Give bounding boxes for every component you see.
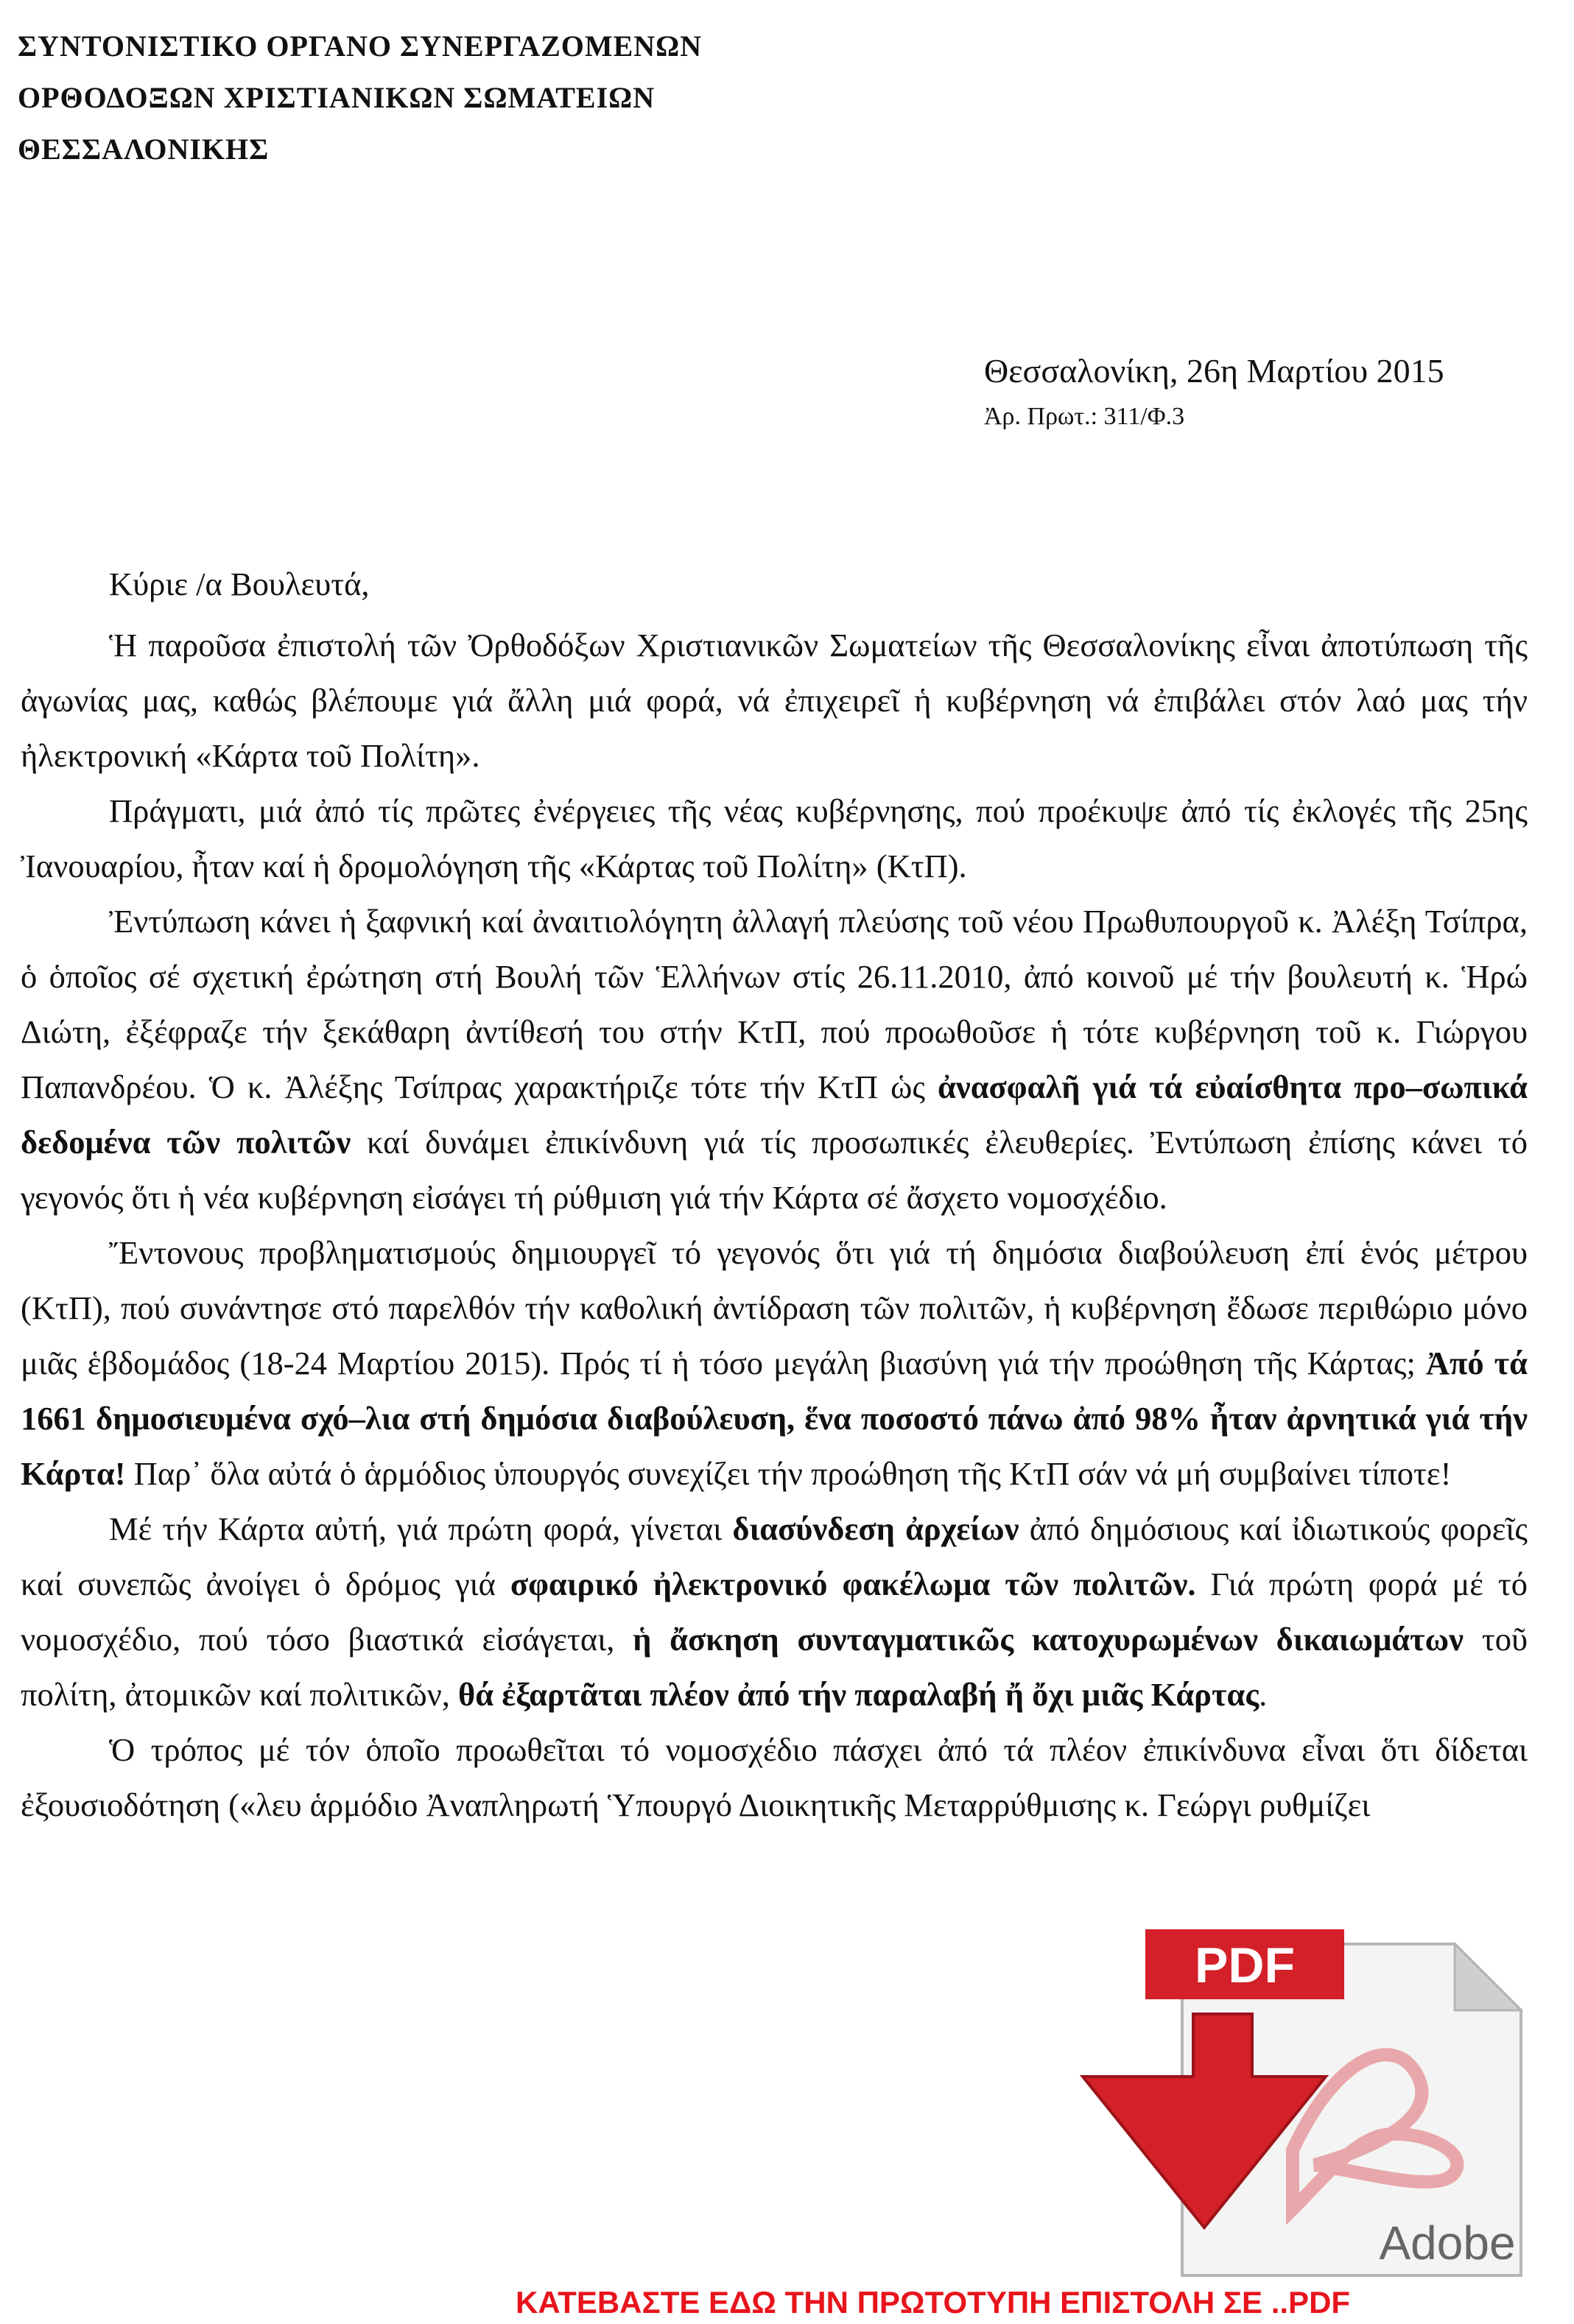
org-name-line-3: ΘΕΣΣΑΛΟΝΙΚΗΣ [18,133,270,166]
letter-body [21,557,1528,1833]
adobe-brand-label: Adobe [1379,2216,1516,2270]
paragraph-5-text-b: ἀπό δημόσιους καί ἰδιωτικούς φορεῖς καί συνεπῶς ἀνοίγει ὁ δρόμος γιά [21,1510,1528,1602]
pdf-badge-graphic [1072,1929,1543,2283]
paragraph-3-emphasis: ἀνασφαλῆ γιά τά εὐαίσθητα προ–σωπικά δεδομένα τῶν πολιτῶν [21,1068,1528,1161]
pdf-download-icon[interactable] [1072,1929,1543,2283]
date-block [984,348,1529,439]
paragraph-3-text-end: καί δυνάμει ἐπικίνδυνη γιά τίς προσωπικές ἐλευθερίες. Ἐντύπωση ἐπίσης κάνει τό γεγονός ὅτι ἡ νέα κυβέρνηση εἰσάγει τή ρύθμιση γιά τήν Κάρτα σέ ἄσχετο νομοσχέδιο. [21,1124,1528,1216]
letter-date: Θεσσαλονίκη, 26η Μαρτίου 2015 [984,352,1444,390]
paragraph-5 [21,1501,1528,1722]
paragraph-4 [21,1225,1528,1501]
paragraph-4-text-end: Παρ᾽ ὅλα αὐτά ὁ ἁρμόδιος ὑπουργός συνεχίζει τήν προώθηση τῆς ΚτΠ σάν νά μή συμβαίνει τίποτε! [125,1455,1452,1492]
salutation: Κύριε /α Βουλευτά, [109,566,370,602]
paragraph-2: Πράγματι, μιά ἀπό τίς πρῶτες ἐνέργειες τῆς νέας κυβέρνησης, πού προέκυψε ἀπό τίς ἐκλογές τῆς 25ης Ἰανουαρίου, ἦταν καί ἡ δρομολόγηση τῆς «Κάρτας τοῦ Πολίτη» (ΚτΠ). [21,792,1528,884]
paragraph-5-emphasis-b: σφαιρικό ἠλεκτρονικό φακέλωμα τῶν πολιτῶν. [510,1566,1196,1602]
paragraph-3-text: Ἐντύπωση κάνει ἡ ξαφνική καί ἀναιτιολόγητη ἀλλαγή πλεύσης τοῦ νέου Πρωθυπουργοῦ κ. Ἀλέξη Τσίπρα, ὁ ὁποῖος σέ σχετική ἐρώτηση στή Βουλή τῶν Ἑλλήνων στίς 26.11.2010, ἀπό κοινοῦ μέ τήν βουλευτή κ. Ἡρώ Διώτη, ἐξέφραζε τήν ξεκάθαρη ἀντίθεσή του στήν ΚτΠ, πού προωθοῦσε ἡ τότε κυβέρνηση τοῦ κ. Γιώργου Παπανδρέου. Ὁ κ. Ἀλέξης Τσίπρας χαρακτήριζε τότε τήν ΚτΠ ὡς [21,903,1528,1105]
paragraph-3 [21,894,1528,1225]
paragraph-5-text-d: τοῦ πολίτη, ἀτομικῶν καί πολιτικῶν, [21,1621,1528,1713]
paragraph-6: Ὁ τρόπος μέ τόν ὁποῖο προωθεῖται τό νομοσχέδιο πάσχει ἀπό τά πλέον ἐπικίνδυνα εἶναι ὅτι δίδεται ἐξουσιοδότηση («λευ ἁρμόδιο Ἀναπληρωτή Ὑπουργό Διοικητικῆς Μεταρρύθμισης κ. Γεώργι ρυθμίζει [21,1731,1528,1823]
download-pdf-link[interactable]: ΚΑΤΕΒΑΣΤΕ ΕΔΩ ΤΗΝ ΠΡΩΤΟΤΥΠΗ ΕΠΙΣΤΟΛΗ ΣΕ ..PDF [516,2285,1351,2320]
paragraph-5-text-e: . [1259,1676,1268,1713]
paragraph-4-text: Ἔντονους προβληματισμούς δημιουργεῖ τό γεγονός ὅτι γιά τή δημόσια διαβούλευση ἐπί ἑνός μέτρου (ΚτΠ), πού συνάντησε στό παρελθόν τήν καθολική ἀντίδραση τῶν πολιτῶν, ἡ κυβέρνηση ἔδωσε περιθώριο μόνο μιᾶς ἑβδομάδος (18-24 Μαρτίου 2015). Πρός τί ἡ τόσο μεγάλη βιασύνη γιά τήν προώθηση τῆς Κάρτας; [21,1234,1528,1381]
paragraph-1: Ἡ παροῦσα ἐπιστολή τῶν Ὀρθοδόξων Χριστιανικῶν Σωματείων τῆς Θεσσαλονίκης εἶναι ἀποτύπωση τῆς ἀγωνίας μας, καθώς βλέπουμε γιά ἄλλη μιά φορά, νά ἐπιχειρεῖ ἡ κυβέρνηση νά ἐπιβάλει στόν λαό μας τήν ἠλεκτρονική «Κάρτα τοῦ Πολίτη». [21,627,1528,774]
paragraph-5-text-a: Μέ τήν Κάρτα αὐτή, γιά πρώτη φορά, γίνεται [109,1510,733,1547]
paragraph-5-emphasis-a: διασύνδεση ἀρχείων [732,1510,1019,1547]
paragraph-4-emphasis: Ἀπό τά 1661 δημοσιευμένα σχό–λια στή δημόσια διαβούλευση, ἕνα ποσοστό πάνω ἀπό 98% ἦταν ἀρνητικά γιά τήν Κάρτα! [21,1345,1528,1492]
page-fold [1455,1944,1521,2010]
protocol-number: Ἀρ. Πρωτ.: 311/Φ.3 [984,403,1185,430]
organization-header [18,21,702,175]
org-name-line-2: ΟΡΘΟΔΟΞΩΝ ΧΡΙΣΤΙΑΝΙΚΩΝ ΣΩΜΑΤΕΙΩΝ [18,81,656,114]
paragraph-5-text-c: Γιά πρώτη φορά μέ τό νομοσχέδιο, πού τόσο βιαστικά εἰσάγεται, [21,1566,1528,1658]
paragraph-5-emphasis-d: θά ἐξαρτᾶται πλέον ἀπό τήν παραλαβή ἤ ὄχι μιᾶς Κάρτας [458,1676,1259,1713]
pdf-label: PDF [1195,1937,1295,1993]
org-name-line-1: ΣΥΝΤΟΝΙΣΤΙΚΟ ΟΡΓΑΝΟ ΣΥΝΕΡΓΑΖΟΜΕΝΩΝ [18,29,703,63]
paragraph-5-emphasis-c: ἡ ἄσκηση συνταγματικῶς κατοχυρωμένων δικαιωμάτων [633,1621,1464,1658]
